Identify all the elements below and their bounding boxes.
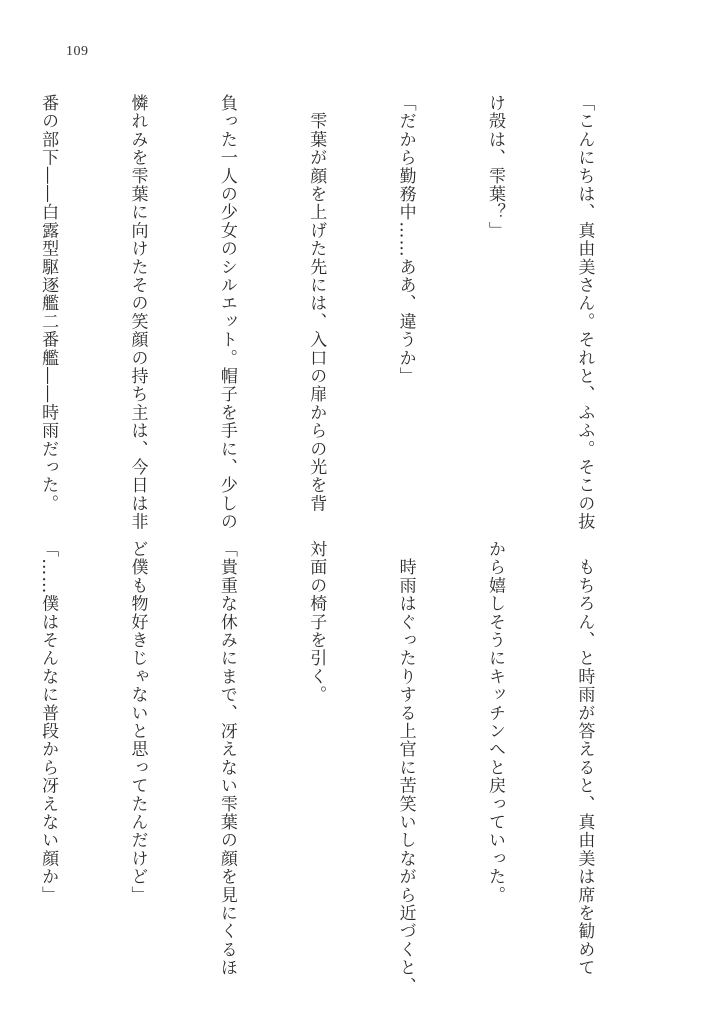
text-column: 「……僕はそんなに普段から冴えない顔か」 [38, 540, 59, 904]
text-column: から嬉しそうにキッチンへと戻っていった。 [485, 540, 506, 904]
text-column: 時雨はぐったりする上官に苦笑いしながら近づくと、 [395, 540, 416, 995]
text-column: 対面の椅子を引く。 [306, 540, 327, 704]
text-column: 雫葉が顔を上げた先には、入口の扉からの光を背 [306, 94, 327, 513]
text-column: 「こんにちは、真由美さん。それと、ふふ。そこの抜 [574, 94, 595, 531]
text-column: 「貴重な休みにまで、冴えない雫葉の顔を見にくるほ [216, 540, 237, 977]
text-column: もちろん、と時雨が答えると、真由美は席を勧めて [574, 540, 595, 977]
page-number: 109 [66, 44, 89, 59]
top-text-block [38, 94, 658, 531]
text-column: け殻は、雫葉？」 [485, 94, 506, 240]
text-column: ど僕も物好きじゃないと思ってたんだけど」 [127, 540, 148, 904]
text-column: 「だから勤務中……ああ、違うか」 [395, 94, 416, 386]
text-column: 憐れみを雫葉に向けたその笑顔の持ち主は、今日は非 [127, 94, 148, 531]
text-column: 番の部下――白露型駆逐艦二番艦――時雨だった。 [38, 94, 59, 513]
bottom-text-block [38, 540, 658, 995]
text-column: 負った一人の少女のシルエット。帽子を手に、少しの [216, 94, 237, 531]
